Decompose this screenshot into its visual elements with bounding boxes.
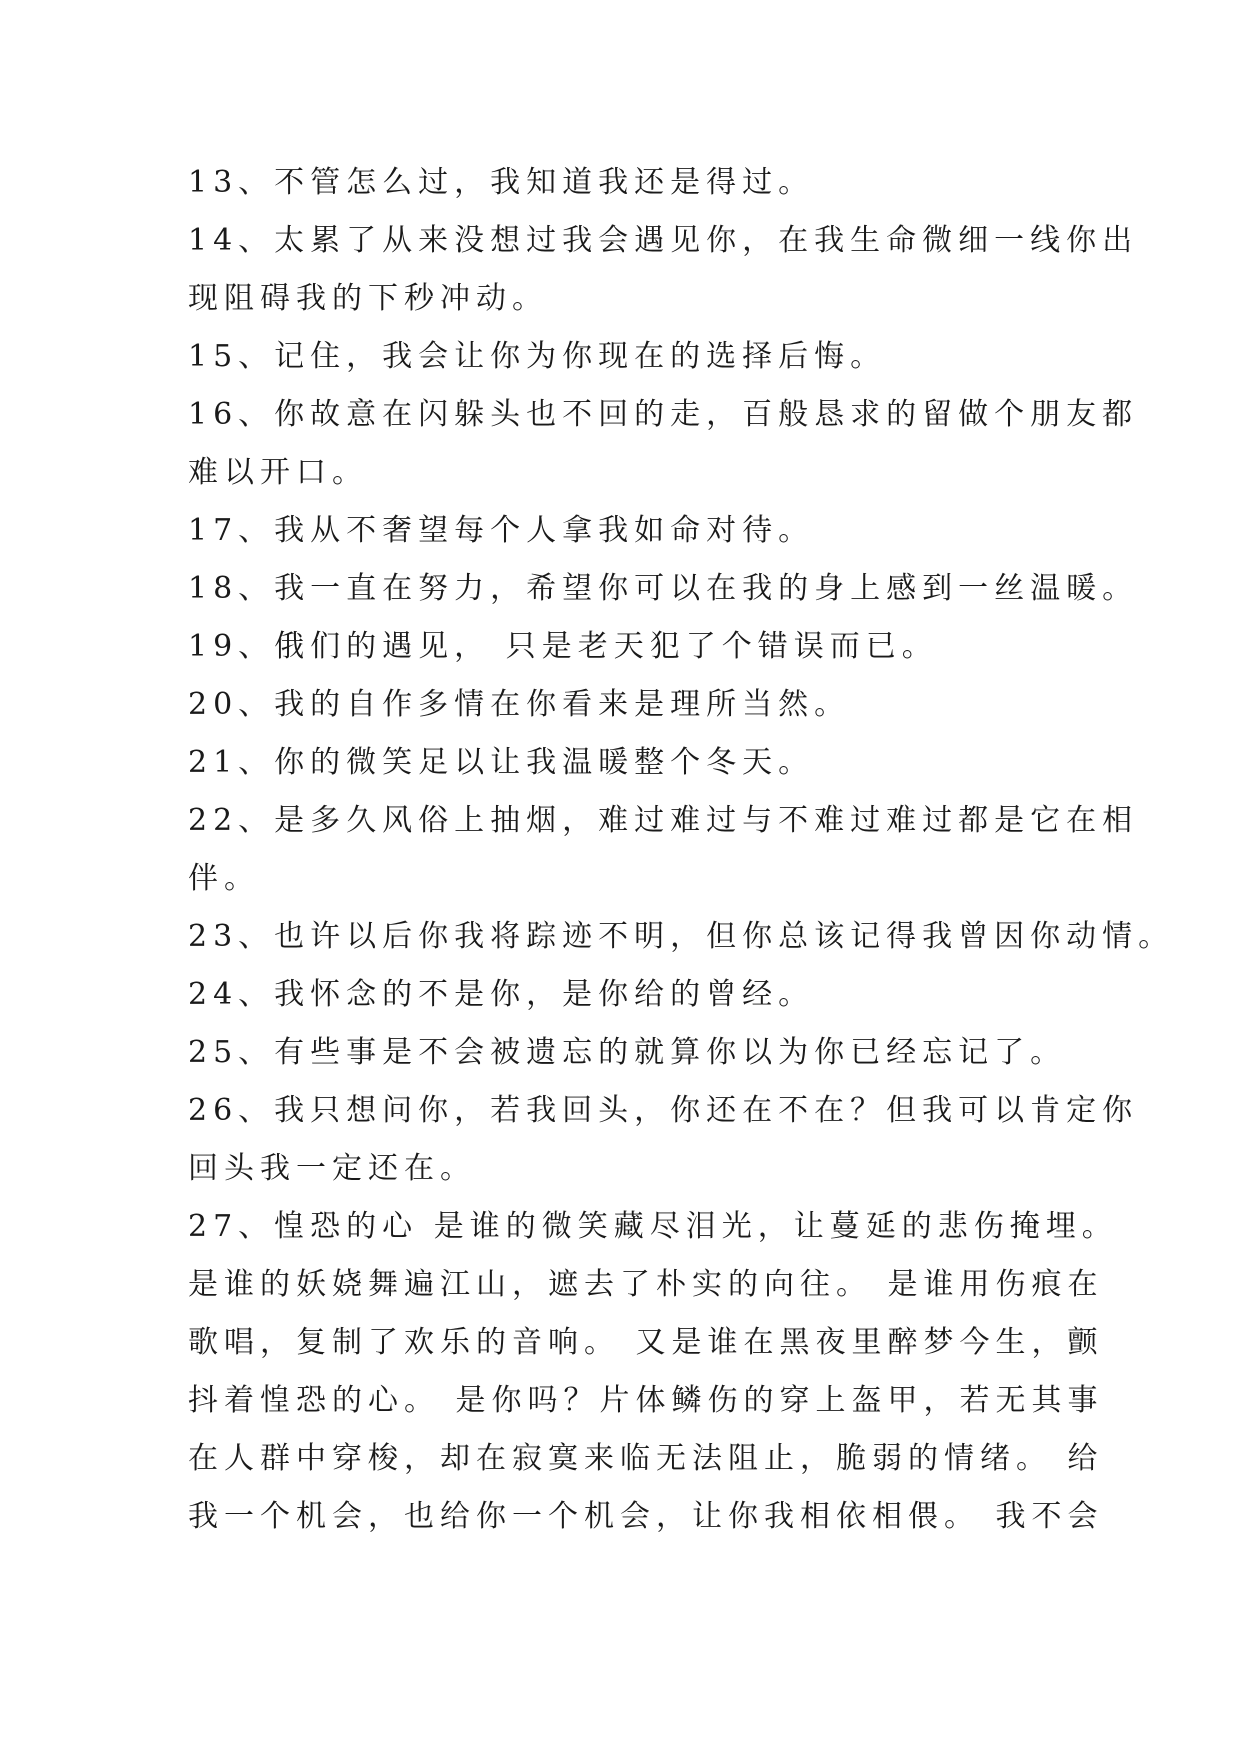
text-line: 21、你的微笑足以让我温暖整个冬天。 [188,745,815,780]
text-line: 19、俄们的遇见， 只是老天犯了个错误而已。 [188,629,938,664]
text-line: 18、我一直在努力，希望你可以在我的身上感到一丝温暖。 [188,571,1139,606]
text-line: 22、是多久风俗上抽烟，难过难过与不难过难过都是它在相 [188,803,1139,838]
text-line: 14、太累了从来没想过我会遇见你，在我生命微细一线你出 [188,223,1139,258]
text-line: 24、我怀念的不是你，是你给的曾经。 [188,977,815,1012]
text-line: 现阻碍我的下秒冲动。 [188,281,548,316]
text-line: 25、有些事是不会被遗忘的就算你以为你已经忘记了。 [188,1035,1067,1070]
document-body [188,154,1175,1546]
text-line: 是谁的妖娆舞遍江山，遮去了朴实的向往。 是谁用伤痕在 [188,1267,1104,1302]
text-line: 歌唱，复制了欢乐的音响。 又是谁在黑夜里醉梦今生，颤 [188,1325,1104,1360]
text-line: 15、记住，我会让你为你现在的选择后悔。 [188,339,887,374]
text-line: 20、我的自作多情在你看来是理所当然。 [188,687,851,722]
text-line: 17、我从不奢望每个人拿我如命对待。 [188,513,815,548]
text-line: 16、你故意在闪躲头也不回的走，百般恳求的留做个朋友都 [188,397,1139,432]
text-line: 伴。 [188,861,260,896]
text-line: 27、惶恐的心 是谁的微笑藏尽泪光，让蔓延的悲伤掩埋。 [188,1209,1118,1244]
text-line: 在人群中穿梭，却在寂寞来临无法阻止，脆弱的情绪。 给 [188,1441,1104,1476]
text-line: 抖着惶恐的心。 是你吗？片体鳞伤的穿上盔甲，若无其事 [188,1383,1104,1418]
text-line: 23、也许以后你我将踪迹不明，但你总该记得我曾因你动情。 [188,919,1175,954]
text-line: 我一个机会，也给你一个机会，让你我相依相偎。 我不会 [188,1499,1104,1534]
text-line: 26、我只想问你，若我回头，你还在不在？但我可以肯定你 [188,1093,1139,1128]
text-line: 难以开口。 [188,455,368,490]
text-line: 13、不管怎么过，我知道我还是得过。 [188,165,815,200]
text-line: 回头我一定还在。 [188,1151,476,1186]
